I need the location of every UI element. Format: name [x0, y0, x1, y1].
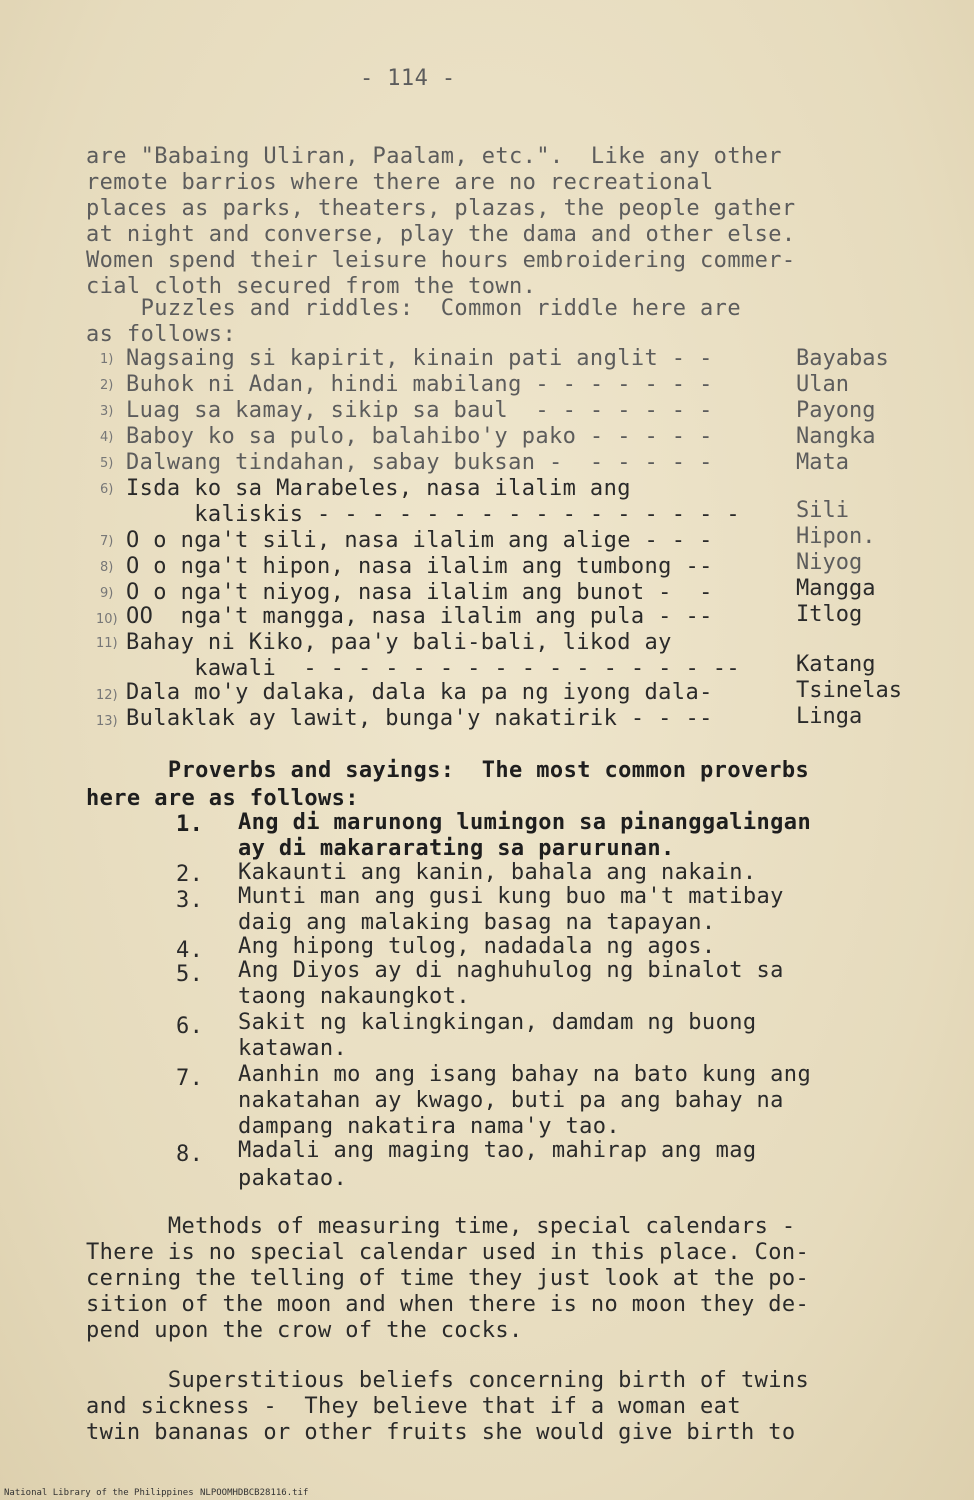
riddle-text: OO nga't mangga, nasa ilalim ang pula - -- [126, 604, 713, 629]
proverb-line: Sakit ng kalingkingan, damdam ng buong [238, 1010, 757, 1035]
time-paragraph-line: sition of the moon and when there is no moon they de- [86, 1292, 810, 1317]
time-paragraph-line: pend upon the crow of the cocks. [86, 1318, 523, 1343]
proverb-line: Munti man ang gusi kung buo ma't matibay [238, 884, 784, 909]
riddles-heading: Puzzles and riddles: Common riddle here are [86, 296, 741, 321]
proverb-line: katawan. [238, 1036, 348, 1061]
footer-library: National Library of the Philippines [4, 1488, 194, 1498]
riddle-text: Dala mo'y dalaka, dala ka pa ng iyong dala- [126, 680, 713, 705]
proverbs-heading-continued: here are as follows: [86, 786, 359, 811]
riddle-answer: Linga [796, 704, 863, 729]
riddle-number: 8) [100, 560, 114, 575]
twins-paragraph-line: twin bananas or other fruits she would give birth to [86, 1420, 796, 1445]
footer-filename: NLPOOMHDBCB28116.tif [200, 1488, 309, 1498]
intro-line: Women spend their leisure hours embroidering commer- [86, 248, 796, 273]
riddle-number: 9) [100, 586, 114, 601]
riddle-answer: Katang [796, 652, 876, 677]
riddle-text: O o nga't hipon, nasa ilalim ang tumbong -- [126, 554, 713, 579]
riddle-number: 13) [96, 714, 118, 729]
proverb-line: ay di makararating sa parurunan. [238, 836, 675, 861]
proverb-number: 5. [176, 962, 204, 987]
riddle-answer: Sili [796, 498, 849, 523]
riddle-answer: Payong [796, 398, 876, 423]
riddle-number: 6) [100, 482, 114, 497]
proverb-number: 6. [176, 1014, 204, 1039]
riddle-text: Baboy ko sa pulo, balahibo'y pako - - - - - [126, 424, 713, 449]
riddle-answer: Ulan [796, 372, 849, 397]
riddles-heading-continued: as follows: [86, 322, 237, 347]
riddle-number: 4) [100, 430, 114, 445]
riddle-text: Isda ko sa Marabeles, nasa ilalim ang [126, 476, 631, 501]
proverb-number: 7. [176, 1066, 204, 1091]
riddle-number: 12) [96, 688, 118, 703]
proverb-number: 8. [176, 1142, 204, 1167]
riddle-text: Buhok ni Adan, hindi mabilang - - - - - - - [126, 372, 713, 397]
proverb-number: 4. [176, 938, 204, 963]
riddle-text: O o nga't sili, nasa ilalim ang alige - - - [126, 528, 713, 553]
riddle-number: 10) [96, 612, 118, 627]
intro-line: are "Babaing Uliran, Paalam, etc.". Like any other [86, 144, 782, 169]
riddle-text: Nagsaing si kapirit, kinain pati anglit - - [126, 346, 713, 371]
proverb-line: dampang nakatira nama'y tao. [238, 1114, 621, 1139]
proverb-line: taong nakaungkot. [238, 984, 470, 1009]
time-paragraph-line: Methods of measuring time, special calendars - [86, 1214, 796, 1239]
riddle-number: 1) [100, 352, 114, 367]
riddle-text: Luag sa kamay, sikip sa baul - - - - - - - [126, 398, 713, 423]
riddle-text: kawali - - - - - - - - - - - - - - - -- [126, 656, 741, 681]
riddle-answer: Itlog [796, 602, 863, 627]
riddle-text: Bahay ni Kiko, paa'y bali-bali, likod ay [126, 630, 672, 655]
proverb-number: 3. [176, 888, 204, 913]
proverb-line: pakatao. [238, 1166, 348, 1191]
proverb-line: Ang Diyos ay di naghuhulog ng binalot sa [238, 958, 784, 983]
proverb-line: nakatahan ay kwago, buti pa ang bahay na [238, 1088, 784, 1113]
proverb-line: Ang hipong tulog, nadadala ng agos. [238, 934, 716, 959]
riddle-number: 3) [100, 404, 114, 419]
riddle-number: 7) [100, 534, 114, 549]
proverb-number: 2. [176, 862, 204, 887]
riddle-text: kaliskis - - - - - - - - - - - - - - - - [126, 502, 741, 527]
intro-line: cial cloth secured from the town. [86, 274, 537, 299]
time-paragraph-line: There is no special calendar used in this place. Con- [86, 1240, 810, 1265]
proverb-number: 1. [176, 812, 204, 837]
riddle-answer: Hipon. [796, 524, 876, 549]
twins-paragraph-line: and sickness - They believe that if a woman eat [86, 1394, 741, 1419]
proverbs-heading: Proverbs and sayings: The most common proverbs [86, 758, 810, 783]
intro-line: at night and converse, play the dama and other else. [86, 222, 796, 247]
twins-paragraph-line: Superstitious beliefs concerning birth of twins [86, 1368, 810, 1393]
proverb-line: Madali ang maging tao, mahirap ang mag [238, 1138, 757, 1163]
proverb-line: daig ang malaking basag na tapayan. [238, 910, 716, 935]
riddle-number: 2) [100, 378, 114, 393]
intro-line: places as parks, theaters, plazas, the people gather [86, 196, 796, 221]
riddle-answer: Mangga [796, 576, 876, 601]
proverb-line: Kakaunti ang kanin, bahala ang nakain. [238, 860, 757, 885]
riddle-text: Dalwang tindahan, sabay buksan - - - - - - [126, 450, 713, 475]
page-number: - 114 - [360, 66, 456, 91]
riddle-text: Bulaklak ay lawit, bunga'y nakatirik - - -- [126, 706, 713, 731]
time-paragraph-line: cerning the telling of time they just look at the po- [86, 1266, 810, 1291]
riddle-answer: Bayabas [796, 346, 889, 371]
proverb-line: Ang di marunong lumingon sa pinanggalingan [238, 810, 812, 835]
riddle-answer: Tsinelas [796, 678, 902, 703]
riddle-text: O o nga't niyog, nasa ilalim ang bunot - - [126, 580, 713, 605]
riddle-answer: Mata [796, 450, 849, 475]
proverb-line: Aanhin mo ang isang bahay na bato kung ang [238, 1062, 812, 1087]
riddle-answer: Niyog [796, 550, 863, 575]
riddle-answer: Nangka [796, 424, 876, 449]
riddle-number: 5) [100, 456, 114, 471]
intro-line: remote barrios where there are no recreational [86, 170, 714, 195]
riddle-number: 11) [96, 636, 118, 651]
